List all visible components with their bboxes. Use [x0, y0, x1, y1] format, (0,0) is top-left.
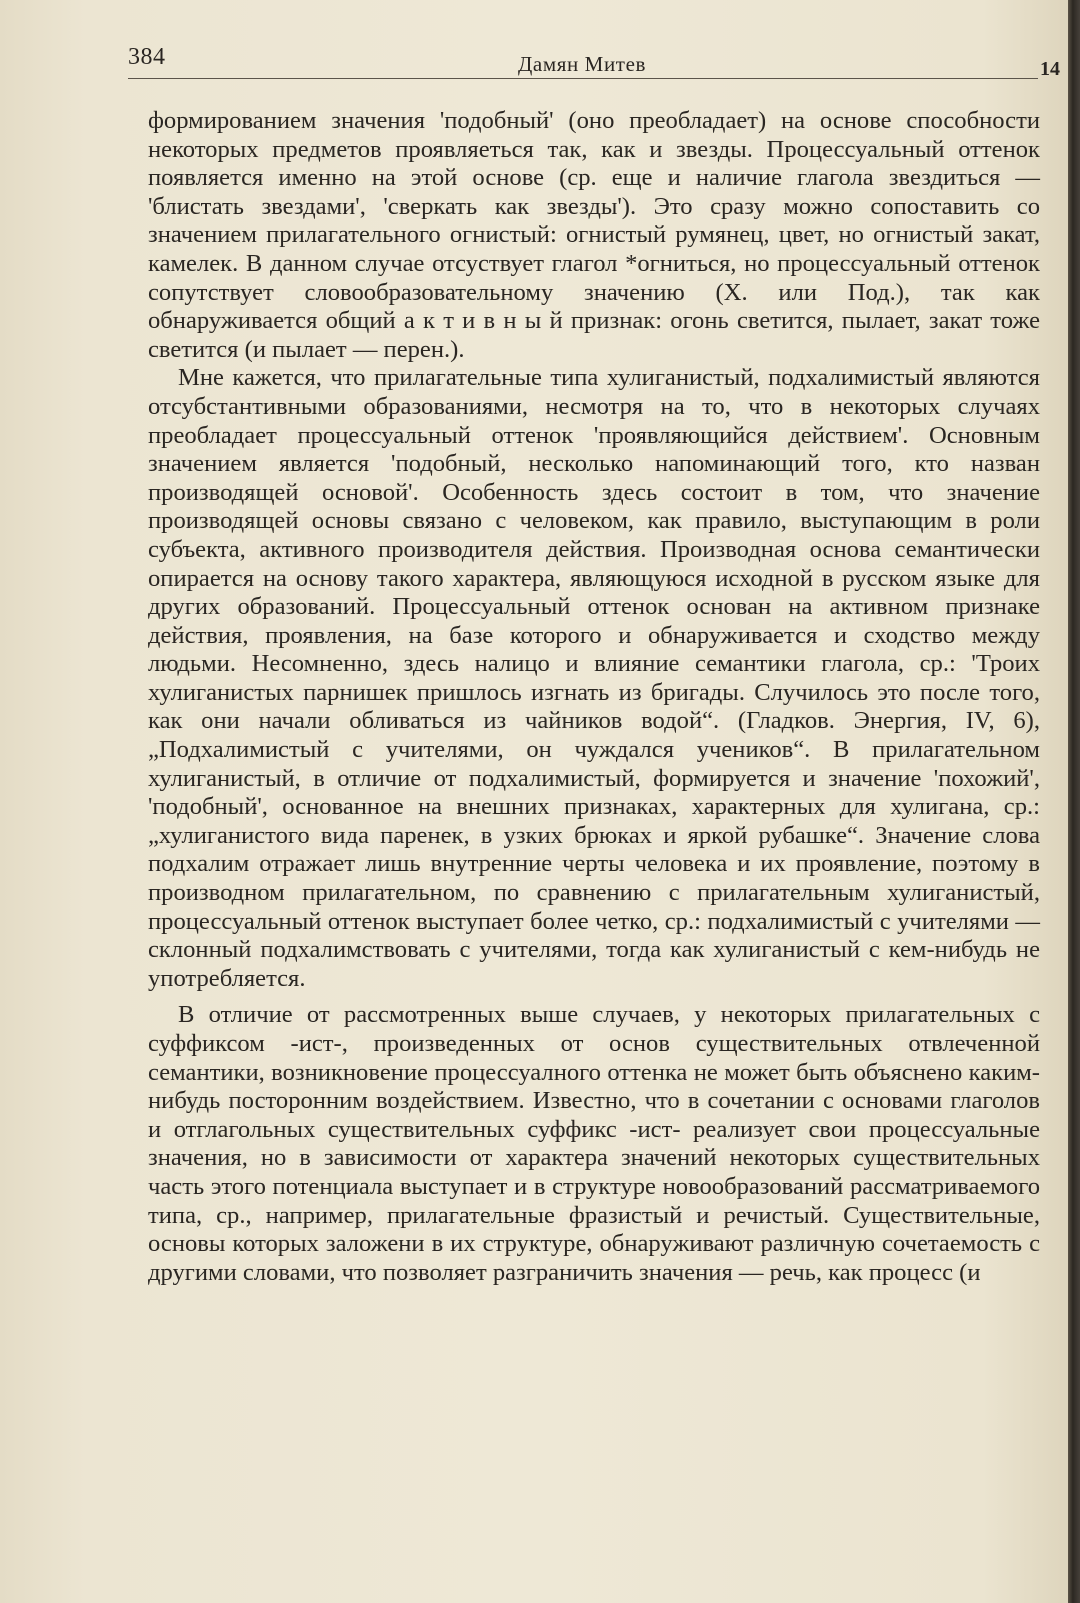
- paragraph-1: формированием значения 'подобный' (оно преобладает) на основе способности некоторых предметов проявляеться так, как и звезды. Процессуальный оттенок появляется именно на этой основе (ср. еще и наличие глагола звездиться — 'блистать звездами', 'сверкать как звезды'). Это сразу можно сопоставить со значением прилагательного огнистый: огнистый румянец, цвет, но огнистый закат, камелек. В данном случае отсуствует глагол *огниться, но процессуальный оттенок сопутствует словообразовательному значению (Х. или Под.), так как обнаруживается общий а к т и в н ы й признак: огонь светится, пылает, закат тоже светится (и пылает — перен.).: [148, 107, 1040, 363]
- page-number: 384: [128, 44, 166, 70]
- paragraph-3: В отличие от рассмотренных выше случаев, у некоторых прилагательных с суффиксом -ист-, произведенных от основ существительных отвлеченной семантики, возникновение процессуалного оттенка не может быть объяснено каким-нибудь посторонним воздействием. Известно, что в сочетании с основами глаголов и отглагольных существительных суффикс -ист- реализует свои процессуальные значения, но в зависимости от характера значений некоторых существительных часть этого потенциала выступает и в структуре новообразований рассматриваемого типа, ср., например, прилагательные фразистый и речистый. Существительные, основы которых заложени в их структуре, обнаруживают различную сочетаемость с другими словами, что позволяет разграничить значения — речь, как процесс (и: [148, 1001, 1040, 1286]
- running-head: Дамян Митев: [518, 52, 647, 76]
- page-header: [128, 44, 1060, 84]
- header-rule: [128, 78, 1038, 79]
- book-edge: [1068, 0, 1080, 1603]
- paragraph-2: Мне кажется, что прилагательные типа хулиганистый, подхалимистый являются отсубстантивными образованиями, несмотря на то, что в некоторых случаях преобладает процессуальный оттенок 'проявляющийся действием'. Основным значением является 'подобный, несколько напоминающий того, кто назван производящей основой'. Особенность здесь состоит в том, что значение производящей основы связано с человеком, как правило, выступающим в роли субъекта, активного производителя действия. Производная основа семантически опирается на основу такого характера, являющуюся исходной в русском языке для других образований. Процессуальный оттенок основан на активном признаке действия, проявления, на базе которого и обнаруживается и сходство между людьми. Несомненно, здесь налицо и влияние семантики глагола, ср.: 'Троих хулиганистых парнишек пришлось изгнать из бригады. Случилось это после того, как они начали обливаться из чайников водой“. (Гладков. Энергия, IV, 6), „Подхалимистый с учителями, он чуждался учеников“. В прилагательном хулиганистый, в отличие от подхалимистый, формируется и значение 'похожий', 'подобный', основанное на внешних признаках, характерных для хулигана, ср.: „хулиганистого вида паренек, в узких брюках и яркой рубашке“. Значение слова подхалим отражает лишь внутренние черты человека и их проявление, поэтому в производном прилагательном, по сравнению с прилагательным хулиганистый, процессуальный оттенок выступает более четко, ср.: подхалимистый с учителями — склонный подхалимствовать с учителями, тогда как хулиганистый с кем-нибудь не употребляется.: [148, 364, 1040, 992]
- body-text: [148, 107, 1040, 1287]
- corner-mark: 14: [1040, 58, 1060, 80]
